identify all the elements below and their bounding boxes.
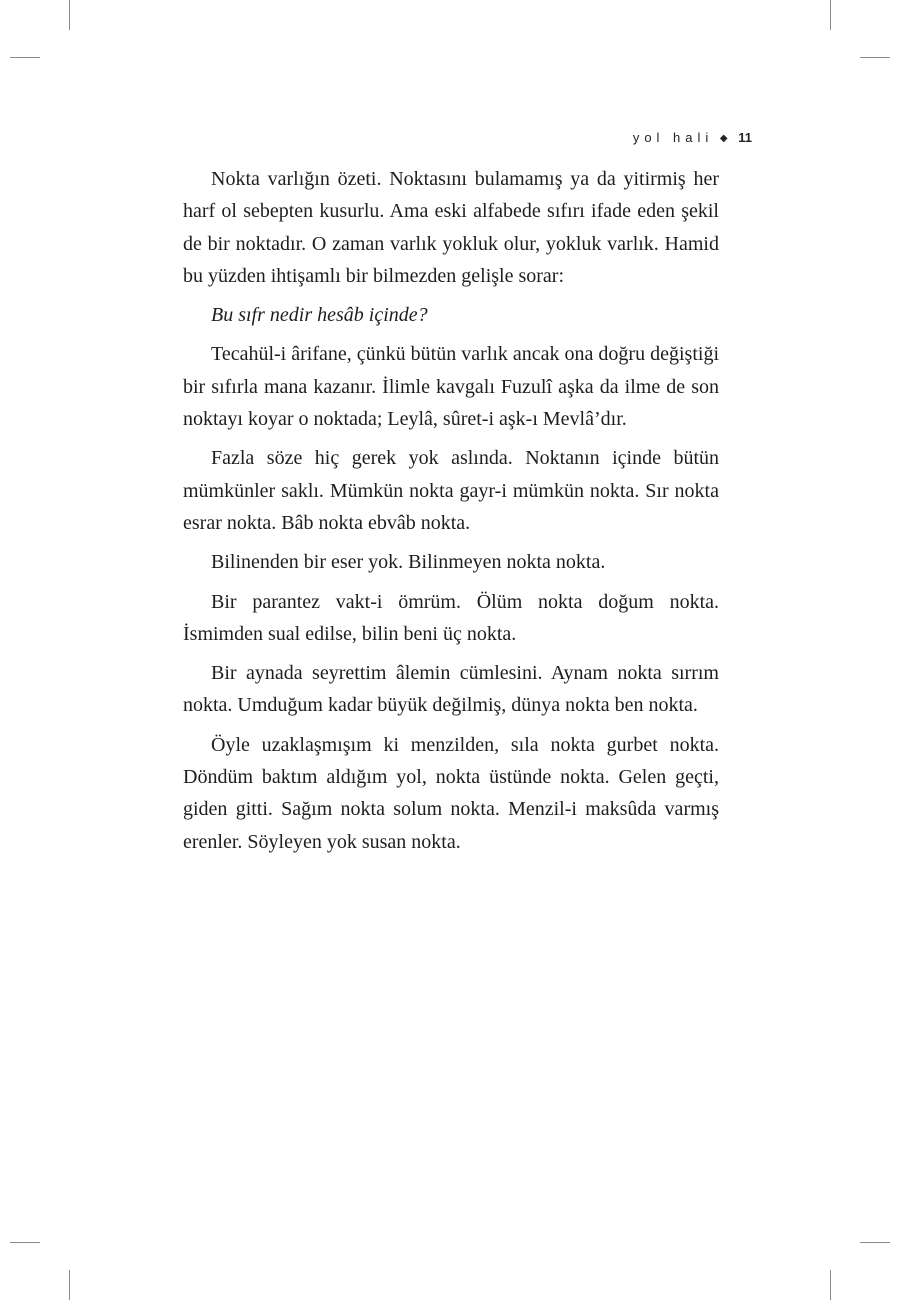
running-head (633, 130, 752, 145)
crop-mark-top-right-vertical (830, 0, 831, 30)
crop-mark-bottom-left-vertical (69, 1270, 70, 1300)
paragraph: Nokta varlığın özeti. Noktasını bulamamış ya da yitirmiş her harf ol sebepten kusurlu. Ama eski alfabede sıfırı ifade eden şekil de bir noktadır. O zaman varlık yokluk olur, yokluk varlık. Hamid bu yüzden ihtişamlı bir bilmezden gelişle sorar: (183, 168, 719, 287)
crop-mark-top-right-horizontal (860, 57, 890, 58)
crop-mark-bottom-left-horizontal (10, 1242, 40, 1243)
paragraph: Bilinenden bir eser yok. Bilinmeyen nokta nokta. (211, 551, 606, 574)
verse-quote: Bu sıfr nedir hesâb içinde? (211, 304, 428, 327)
paragraph: Bir aynada seyrettim âlemin cümlesini. Aynam nokta sırrım nokta. Umduğum kadar büyük değilmiş, dünya nokta ben nokta. (183, 662, 719, 717)
crop-mark-bottom-right-vertical (830, 1270, 831, 1300)
paragraph: Öyle uzaklaşmışım ki menzilden, sıla nokta gurbet nokta. Döndüm baktım aldığım yol, nokta üstünde nokta. Gelen geçti, giden gitti. Sağım nokta solum nokta. Menzil-i maksûda varmış erenler. Söyleyen yok susan nokta. (183, 733, 719, 853)
crop-mark-bottom-right-horizontal (860, 1242, 890, 1243)
diamond-separator-icon: ◆ (719, 133, 728, 144)
paragraph: Tecahül-i ârifane, çünkü bütün varlık ancak ona doğru değiştiği bir sıfırla mana kazanır. İlimle kavgalı Fuzulî aşka da ilme de son noktayı koyar o noktada; Leylâ, sûret-i aşk-ı Mevlâ’dır. (183, 343, 719, 431)
page-number: 11 (738, 130, 752, 145)
crop-mark-top-left-vertical (69, 0, 70, 30)
paragraph: Fazla söze hiç gerek yok aslında. Noktanın içinde bütün mümkünler saklı. Mümkün nokta gayr-i mümkün nokta. Sır nokta esrar nokta. Bâb nokta ebvâb nokta. (183, 447, 719, 534)
body-text (183, 163, 719, 865)
crop-mark-top-left-horizontal (10, 57, 40, 58)
running-head-title: yol hali (632, 130, 714, 145)
paragraph: Bir parantez vakt-i ömrüm. Ölüm nokta doğum nokta. İsmimden sual edilse, bilin beni üç nokta. (183, 590, 719, 645)
